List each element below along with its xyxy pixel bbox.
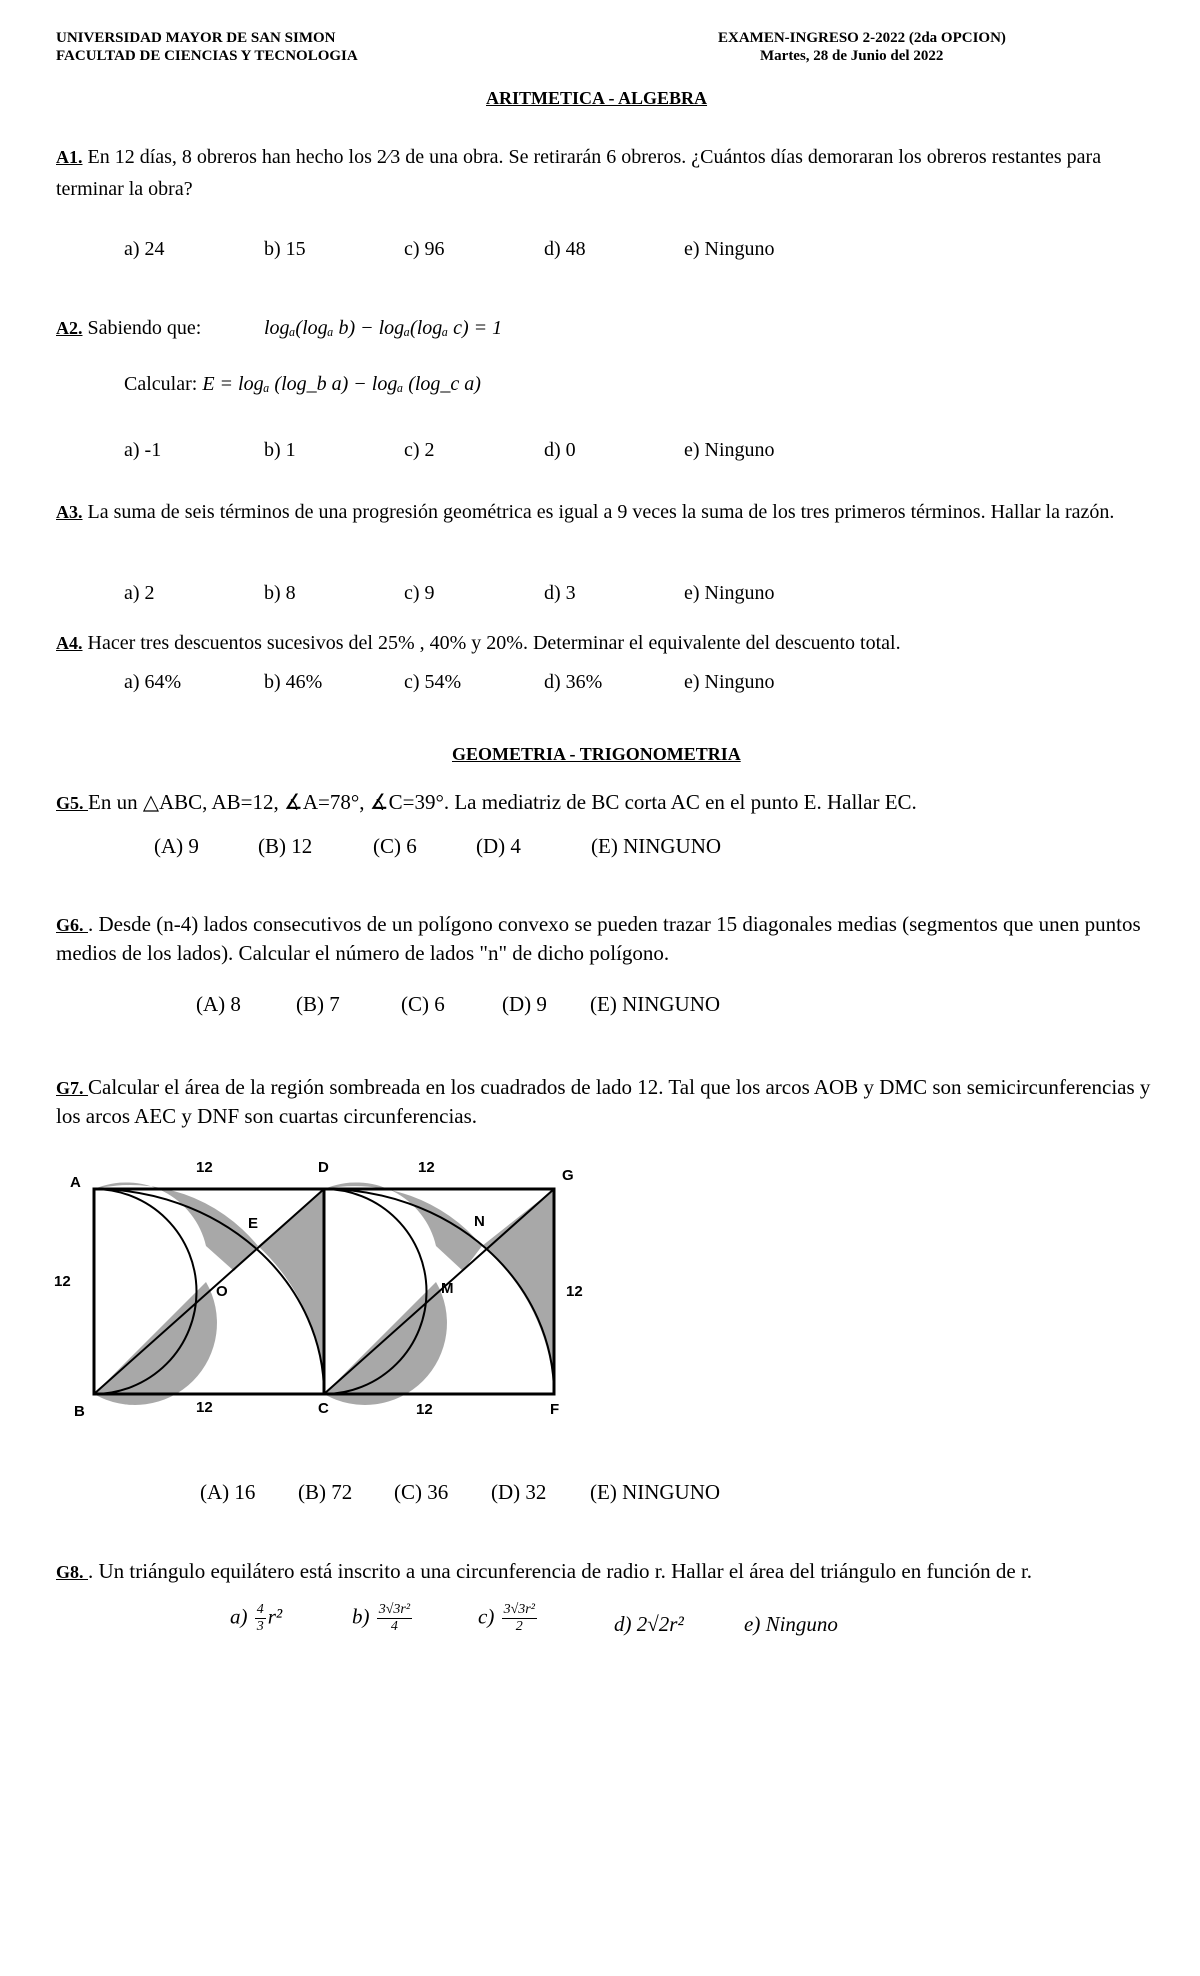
point-label-b: B [74,1403,85,1420]
question-a3 [56,496,1166,528]
g5-option-e: (E) NINGUNO [591,834,722,858]
a2-option-d: d) 0 [544,439,576,461]
denominator: 2 [515,1619,523,1634]
g6-option-e: (E) NINGUNO [590,992,721,1016]
numerator: 4 [256,1602,264,1617]
g5-option-a: (A) 9 [154,834,199,858]
a3-option-a: a) 2 [124,582,155,604]
g7-option-c: (C) 36 [394,1480,449,1504]
faculty-name: FACULTAD DE CIENCIAS Y TECNOLOGIA [56,48,358,64]
g8-option-e: e) Ninguno [744,1612,838,1636]
question-label: G8. [56,1562,89,1582]
side-label-ab: 12 [54,1273,71,1290]
question-text: Calcular el área de la región sombreada en los cuadrados de lado 12. Tal que los arcos AOB y DMC son semicircunferencias y los arcos AEC y DNF son cuartas circunferencias. [56,1075,1151,1128]
point-label-e: E [248,1215,259,1232]
calc-expression: E = logₐ (log_b a) − logₐ (log_c a) [202,373,481,395]
point-label-o: O [216,1283,228,1300]
a1-option-c: c) 96 [404,238,445,260]
g5-option-d: (D) 4 [476,834,521,858]
question-text: Hacer tres descuentos sucesivos del 25% , 40% y 20%. Determinar el equivalente del descuento total. [82,632,901,654]
side-label-ad: 12 [196,1159,213,1176]
question-a1 [56,141,1166,205]
a1-option-d: d) 48 [544,238,586,260]
g7-option-d: (D) 32 [491,1480,547,1504]
a1-option-e: e) Ninguno [684,238,775,260]
a4-option-c: c) 54% [404,671,462,693]
point-label-c: C [318,1400,329,1417]
a3-option-d: d) 3 [544,582,576,604]
g6-option-b: (B) 7 [296,992,340,1016]
question-g6 [56,910,1166,967]
a1-option-a: a) 24 [124,238,165,260]
question-g5 [56,788,1166,817]
a4-option-d: d) 36% [544,671,603,693]
g6-option-c: (C) 6 [401,992,445,1016]
a3-option-b: b) 8 [264,582,296,604]
g7-option-e: (E) NINGUNO [590,1480,721,1504]
question-text: . Un triángulo equilátero está inscrito a una circunferencia de radio r. Hallar el área del triángulo en función de r. [88,1559,1033,1583]
question-text: La suma de seis términos de una progresión geométrica es igual a 9 veces la suma de los tres primeros términos. Hallar la razón. [82,501,1115,523]
question-label: A2. [56,318,83,338]
a4-option-b: b) 46% [264,671,323,693]
point-label-d: D [318,1159,329,1176]
question-text: Sabiendo que: [82,317,202,339]
fraction [377,1602,412,1635]
question-g7 [56,1073,1166,1130]
question-label: G6. [56,915,89,935]
g8-option-c [478,1602,539,1635]
g5-option-b: (B) 12 [258,834,313,858]
section-title-geo: GEOMETRIA - TRIGONOMETRIA [452,744,741,764]
denominator: 3 [256,1619,264,1634]
g8-option-d: d) 2√2r² [614,1612,684,1636]
fraction [502,1602,537,1635]
shaded-region-upper-left [94,1182,258,1271]
side-label-bc: 12 [196,1399,213,1416]
g7-option-b: (B) 72 [298,1480,353,1504]
a1-option-b: b) 15 [264,238,306,260]
question-label: A3. [56,502,83,522]
g8-option-b [352,1602,414,1635]
calc-label: Calcular: [124,373,203,395]
question-text: . Desde (n-4) lados consecutivos de un polígono convexo se pueden trazar 15 diagonales medias (segmentos que unen puntos medios de los lados). Calcular el número de lados "n" de dicho polígono. [56,912,1141,965]
side-label-gf: 12 [566,1283,583,1300]
g6-option-d: (D) 9 [502,992,547,1016]
question-g8 [56,1557,1166,1586]
question-label: G5. [56,793,89,813]
question-text: En un △ABC, AB=12, ∡A=78°, ∡C=39°. La mediatriz de BC corta AC en el punto E. Hallar EC. [88,790,917,814]
a2-given-equation: logₐ(logₐ b) − logₐ(logₐ c) = 1 [264,317,503,339]
option-prefix: b) [352,1604,370,1629]
a4-option-a: a) 64% [124,671,182,693]
option-prefix: c) [478,1604,495,1629]
side-label-dg: 12 [418,1159,435,1176]
question-label: A1. [56,147,83,167]
exam-title: EXAMEN-INGRESO 2-2022 (2da OPCION) [718,30,1006,46]
g7-figure [40,1150,600,1430]
side-label-cf: 12 [416,1401,433,1418]
a2-option-a: a) -1 [124,439,162,461]
fraction [255,1602,266,1635]
g7-option-a: (A) 16 [200,1480,256,1504]
university-name: UNIVERSIDAD MAYOR DE SAN SIMON [56,30,336,46]
a3-option-e: e) Ninguno [684,582,775,604]
g8-option-a [230,1602,282,1635]
option-prefix: a) [230,1604,248,1629]
section-title-arith: ARITMETICA - ALGEBRA [486,88,708,108]
a2-option-c: c) 2 [404,439,435,461]
point-label-n: N [474,1213,485,1230]
numerator: 3√3r² [378,1602,411,1617]
g5-option-c: (C) 6 [373,834,417,858]
point-label-g: G [562,1167,574,1184]
denominator: 4 [390,1619,398,1634]
a2-option-b: b) 1 [264,439,296,461]
question-a4 [56,627,1166,659]
point-label-m: M [441,1280,454,1297]
question-text: En 12 días, 8 obreros han hecho los 2⁄3 de una obra. Se retirarán 6 obreros. ¿Cuántos días demoraran los obreros restantes para terminar la obra? [56,146,1102,200]
point-label-a: A [70,1174,81,1191]
a3-option-c: c) 9 [404,582,435,604]
numerator: 3√3r² [503,1602,535,1617]
g6-option-a: (A) 8 [196,992,241,1016]
a2-option-e: e) Ninguno [684,439,775,461]
exam-date: Martes, 28 de Junio del 2022 [760,48,944,64]
question-label: A4. [56,633,83,653]
a4-option-e: e) Ninguno [684,671,775,693]
a2-calc [124,373,481,396]
option-tail: r² [267,1604,283,1629]
question-label: G7. [56,1078,89,1098]
question-a2 [56,312,201,344]
point-label-f: F [550,1401,560,1418]
